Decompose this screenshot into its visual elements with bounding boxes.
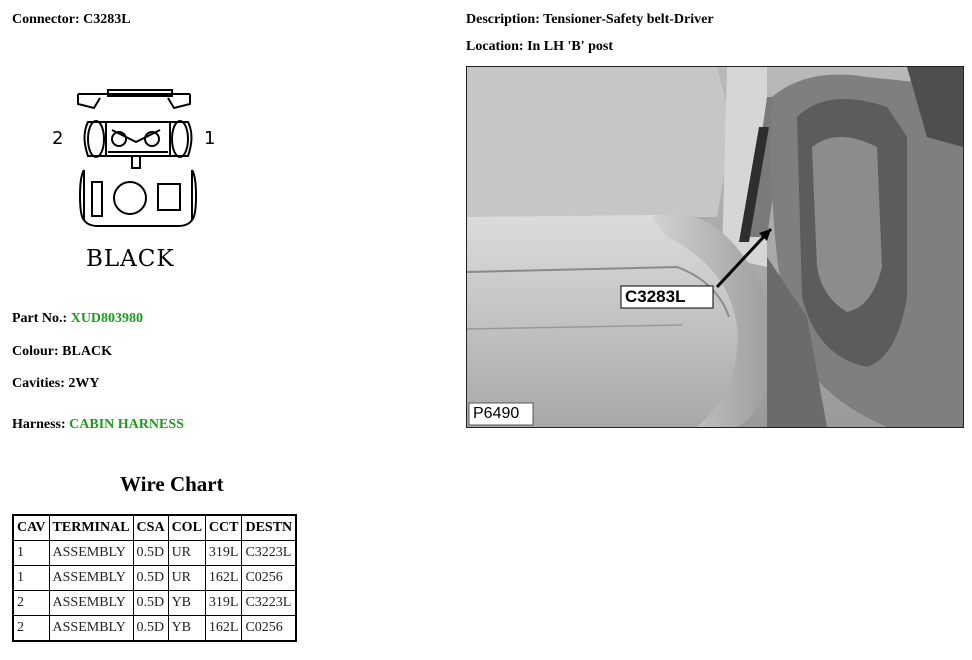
cell-destn: C3223L bbox=[242, 541, 296, 566]
photo-callout-label: C3283L bbox=[625, 287, 686, 306]
cell-cct: 162L bbox=[205, 566, 242, 591]
location-label: Location: bbox=[466, 39, 524, 54]
col-header-cct: CCT bbox=[205, 515, 242, 541]
cell-terminal: ASSEMBLY bbox=[49, 566, 133, 591]
harness-line bbox=[12, 417, 184, 433]
cell-cav: 1 bbox=[13, 541, 49, 566]
connector-face-drawing bbox=[48, 86, 228, 236]
colour-line bbox=[12, 344, 112, 360]
photo-ref-label: P6490 bbox=[473, 405, 520, 422]
cell-cct: 162L bbox=[205, 616, 242, 642]
cavities-line bbox=[12, 376, 100, 392]
cell-csa: 0.5D bbox=[133, 591, 168, 616]
table-row bbox=[13, 566, 296, 591]
part-no-link[interactable]: XUD803980 bbox=[70, 311, 144, 326]
col-header-cav: CAV bbox=[13, 515, 49, 541]
part-no-label: Part No.: bbox=[12, 311, 68, 326]
col-header-terminal: TERMINAL bbox=[49, 515, 133, 541]
connector-line bbox=[12, 12, 131, 28]
cell-cav: 2 bbox=[13, 616, 49, 642]
cell-cct: 319L bbox=[205, 541, 242, 566]
colour-value: BLACK bbox=[62, 344, 112, 359]
cell-terminal: ASSEMBLY bbox=[49, 591, 133, 616]
cell-col: YB bbox=[168, 616, 205, 642]
cell-csa: 0.5D bbox=[133, 616, 168, 642]
cell-csa: 0.5D bbox=[133, 541, 168, 566]
part-no-line bbox=[12, 311, 143, 327]
connector-diagram bbox=[48, 86, 228, 236]
cell-cav: 1 bbox=[13, 566, 49, 591]
wire-chart-title: Wire Chart bbox=[120, 472, 224, 496]
col-header-csa: CSA bbox=[133, 515, 168, 541]
cell-col: YB bbox=[168, 591, 205, 616]
location-photo bbox=[466, 66, 964, 428]
pin-1-label: 1 bbox=[204, 128, 216, 149]
wire-chart-header-row bbox=[13, 515, 296, 541]
colour-label: Colour: bbox=[12, 344, 59, 359]
cavities-label: Cavities: bbox=[12, 376, 65, 391]
cell-terminal: ASSEMBLY bbox=[49, 541, 133, 566]
description-line bbox=[466, 12, 714, 28]
cell-destn: C3223L bbox=[242, 591, 296, 616]
col-header-col: COL bbox=[168, 515, 205, 541]
col-header-destn: DESTN bbox=[242, 515, 296, 541]
cell-col: UR bbox=[168, 566, 205, 591]
table-row bbox=[13, 541, 296, 566]
connector-color-label: BLACK bbox=[86, 246, 175, 272]
cell-destn: C0256 bbox=[242, 616, 296, 642]
connector-value: C3283L bbox=[83, 12, 131, 27]
cell-cct: 319L bbox=[205, 591, 242, 616]
pin-2-label: 2 bbox=[52, 128, 64, 149]
description-value: Tensioner-Safety belt-Driver bbox=[543, 12, 714, 27]
table-row bbox=[13, 616, 296, 642]
harness-label: Harness: bbox=[12, 417, 66, 432]
cell-cav: 2 bbox=[13, 591, 49, 616]
location-value: In LH 'B' post bbox=[527, 39, 614, 54]
cell-col: UR bbox=[168, 541, 205, 566]
harness-link[interactable]: CABIN HARNESS bbox=[69, 417, 184, 432]
location-photo-drawing bbox=[467, 67, 963, 427]
table-row bbox=[13, 591, 296, 616]
wire-chart bbox=[12, 514, 297, 642]
wire-chart-table bbox=[12, 514, 297, 642]
location-line bbox=[466, 39, 613, 55]
cell-csa: 0.5D bbox=[133, 566, 168, 591]
cell-terminal: ASSEMBLY bbox=[49, 616, 133, 642]
cell-destn: C0256 bbox=[242, 566, 296, 591]
connector-label: Connector: bbox=[12, 12, 80, 27]
cavities-value: 2WY bbox=[68, 376, 100, 391]
description-label: Description: bbox=[466, 12, 540, 27]
